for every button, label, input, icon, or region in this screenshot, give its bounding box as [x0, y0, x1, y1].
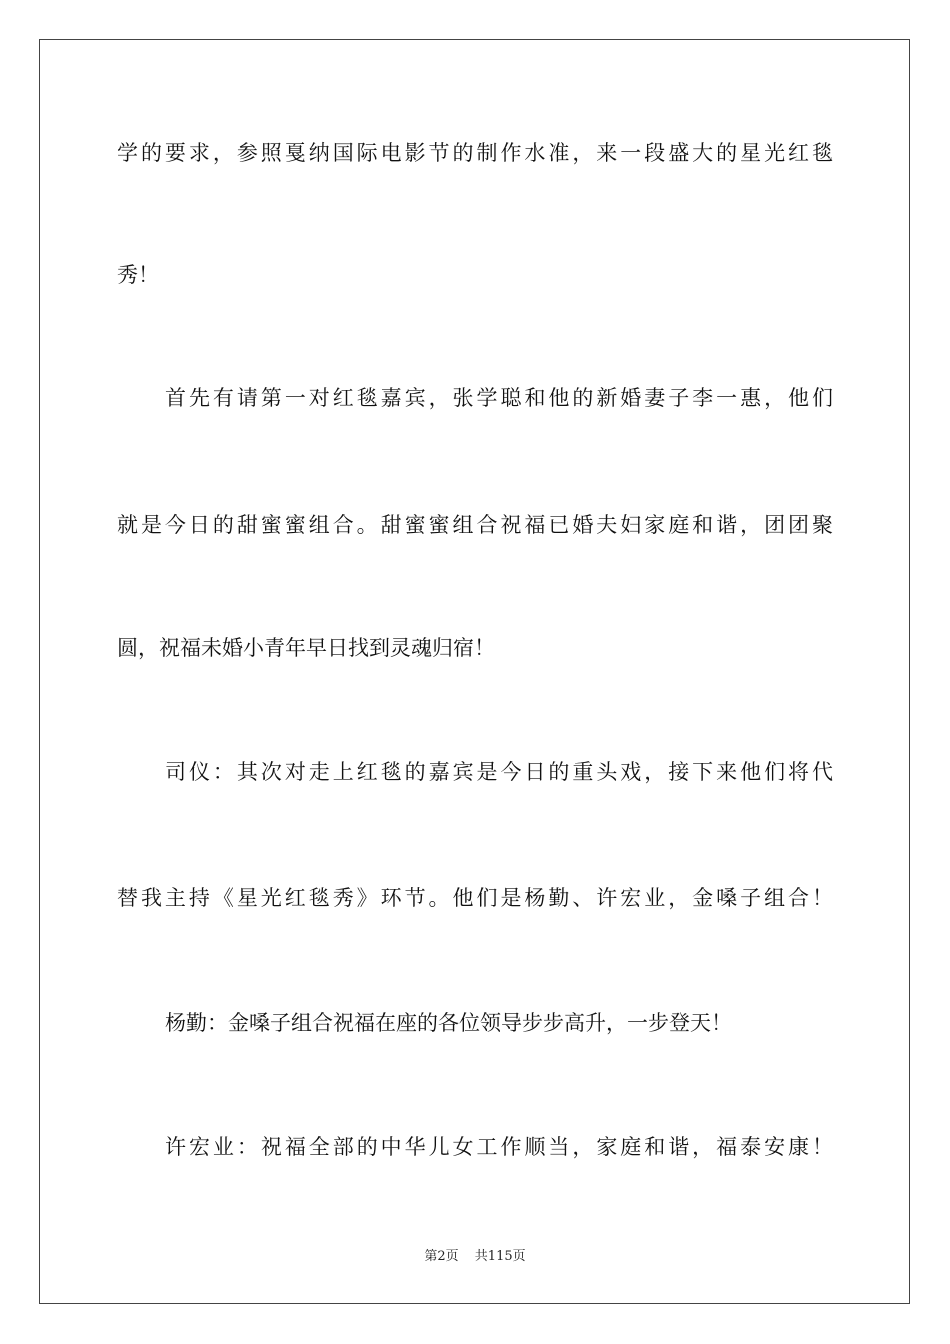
total-pages: 共115页 [474, 1249, 526, 1264]
text-line: 就是今日的甜蜜蜜组合。甜蜜蜜组合祝福已婚夫妇家庭和谐，团团聚 [117, 513, 833, 537]
page-number: 第2页 [424, 1249, 459, 1264]
text-line: 学的要求，参照戛纳国际电影节的制作水准，来一段盛大的星光红毯 [117, 141, 833, 165]
text-line: 许宏业：祝福全部的中华儿女工作顺当，家庭和谐，福泰安康！ [165, 1135, 833, 1159]
text-line: 替我主持《星光红毯秀》环节。他们是杨勤、许宏业，金嗓子组合！ [117, 886, 833, 910]
text-line: 首先有请第一对红毯嘉宾，张学聪和他的新婚妻子李一惠，他们 [165, 386, 833, 410]
text-line: 圆，祝福未婚小青年早日找到灵魂归宿！ [117, 636, 495, 660]
page-border [39, 39, 910, 1304]
text-line: 秀！ [117, 263, 159, 287]
text-line: 杨勤：金嗓子组合祝福在座的各位领导步步高升，一步登天！ [165, 1011, 732, 1035]
page-footer [0, 1249, 950, 1265]
text-line: 司仪：其次对走上红毯的嘉宾是今日的重头戏，接下来他们将代 [165, 760, 833, 784]
